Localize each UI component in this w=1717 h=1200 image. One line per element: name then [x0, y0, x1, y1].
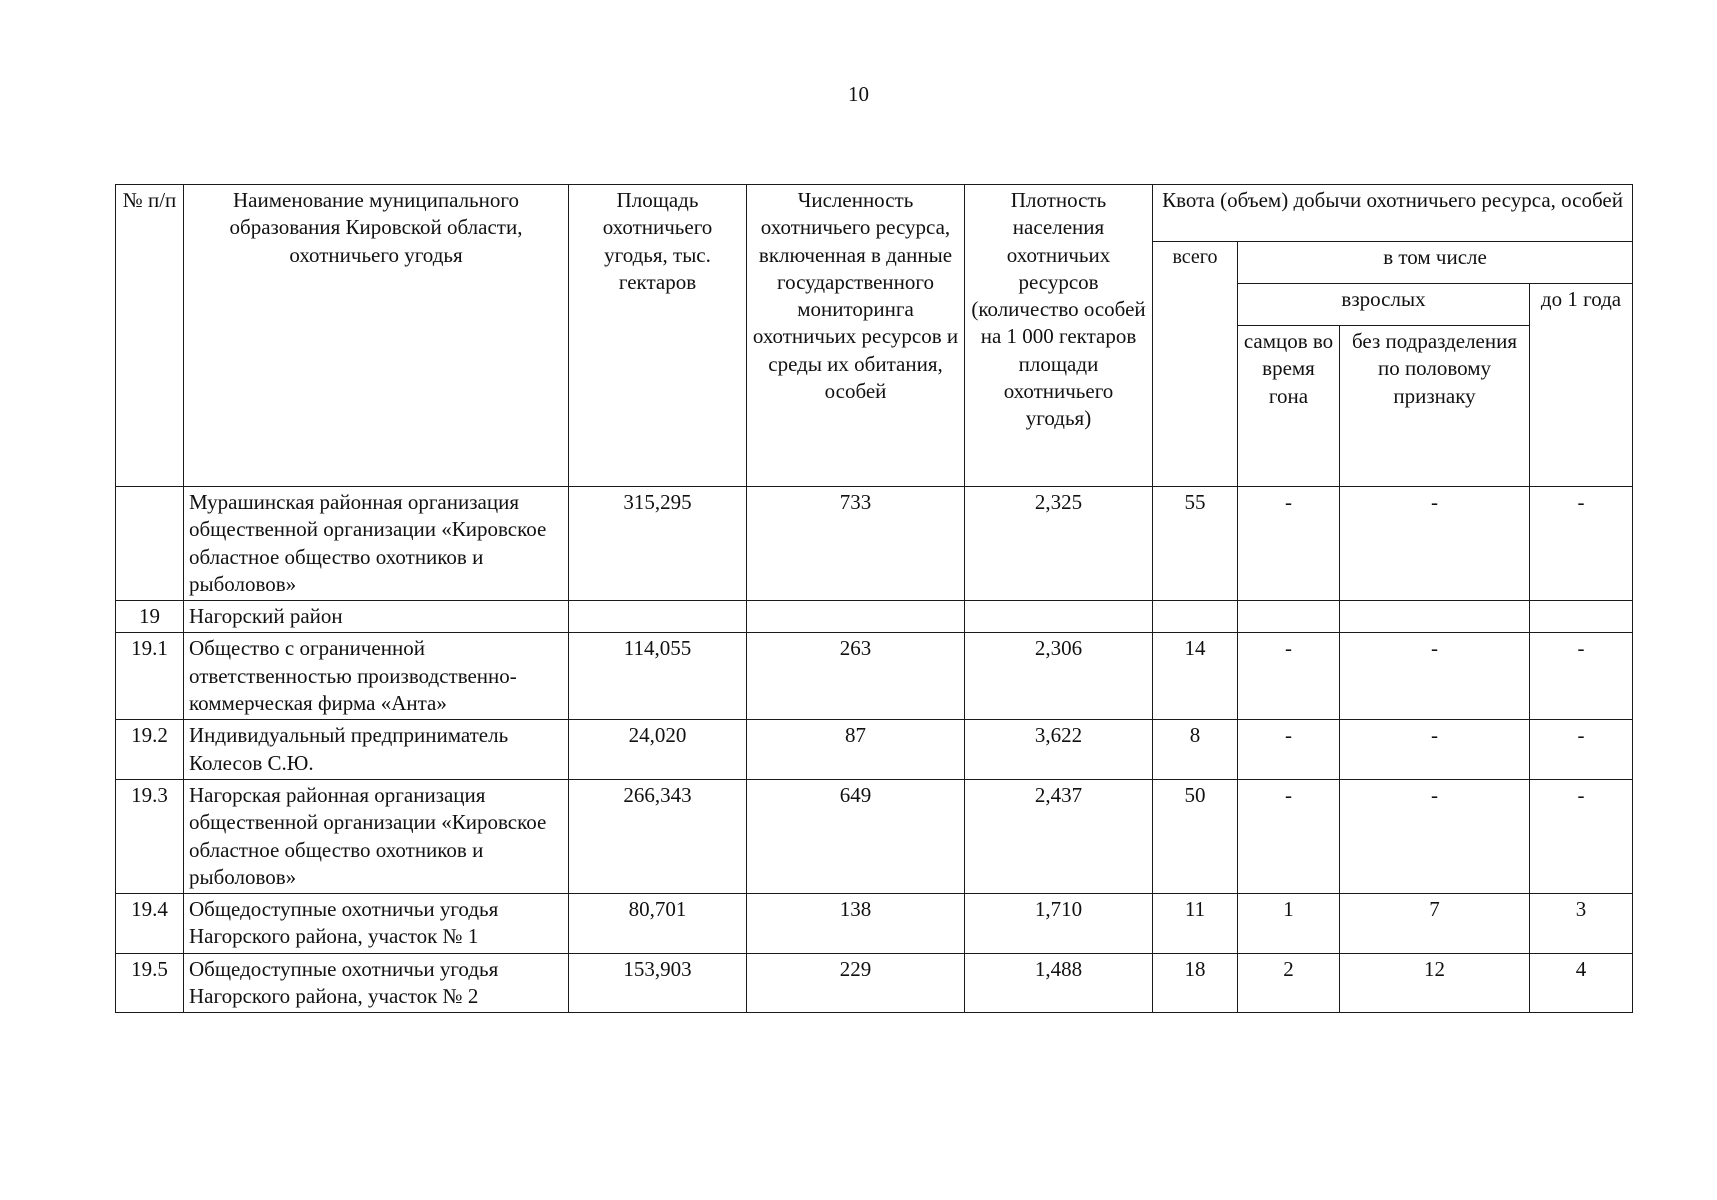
- row-under1: -: [1530, 633, 1633, 720]
- row-nosex: 7: [1340, 894, 1530, 954]
- table-row: [116, 953, 1633, 1013]
- row-nosex: -: [1340, 779, 1530, 893]
- row-nosex: [1340, 601, 1530, 633]
- row-under1: 4: [1530, 953, 1633, 1013]
- row-males: [1238, 601, 1340, 633]
- row-population: 733: [747, 487, 965, 601]
- row-area: 80,701: [569, 894, 747, 954]
- header-adults: взрослых: [1238, 284, 1530, 326]
- row-total: [1153, 601, 1238, 633]
- row-number: 19.4: [116, 894, 184, 954]
- row-males: 2: [1238, 953, 1340, 1013]
- header-population: Численность охотничьего ресурса, включенная в данные государственного мониторинга охотничьих ресурсов и среды их обитания, особей: [747, 185, 965, 487]
- header-nosex: без подразделения по половому признаку: [1340, 326, 1530, 487]
- row-density: [965, 601, 1153, 633]
- row-area: 114,055: [569, 633, 747, 720]
- row-number: [116, 487, 184, 601]
- header-density: Плотность населения охотничьих ресурсов (количество особей на 1 000 гектаров площади охотничьего угодья): [965, 185, 1153, 487]
- row-density: 1,488: [965, 953, 1153, 1013]
- row-total: 11: [1153, 894, 1238, 954]
- row-area: 266,343: [569, 779, 747, 893]
- row-population: [747, 601, 965, 633]
- header-quota: Квота (объем) добычи охотничьего ресурса, особей: [1153, 185, 1633, 242]
- row-population: 87: [747, 720, 965, 780]
- row-total: 14: [1153, 633, 1238, 720]
- row-population: 649: [747, 779, 965, 893]
- row-males: -: [1238, 720, 1340, 780]
- row-number: 19.2: [116, 720, 184, 780]
- row-area: [569, 601, 747, 633]
- header-total: всего: [1153, 242, 1238, 487]
- table-row: [116, 720, 1633, 780]
- table-row: [116, 894, 1633, 954]
- row-name: Индивидуальный предприниматель Колесов С.Ю.: [184, 720, 569, 780]
- row-under1: -: [1530, 779, 1633, 893]
- header-area: Площадь охотничьего угодья, тыс. гектаров: [569, 185, 747, 487]
- row-nosex: -: [1340, 720, 1530, 780]
- row-nosex: -: [1340, 487, 1530, 601]
- row-number: 19.3: [116, 779, 184, 893]
- row-nosex: 12: [1340, 953, 1530, 1013]
- table-row: [116, 633, 1633, 720]
- header-including: в том числе: [1238, 242, 1633, 284]
- row-density: 3,622: [965, 720, 1153, 780]
- row-total: 55: [1153, 487, 1238, 601]
- row-males: -: [1238, 633, 1340, 720]
- row-density: 2,325: [965, 487, 1153, 601]
- row-density: 2,306: [965, 633, 1153, 720]
- row-area: 153,903: [569, 953, 747, 1013]
- row-density: 2,437: [965, 779, 1153, 893]
- row-population: 229: [747, 953, 965, 1013]
- row-area: 315,295: [569, 487, 747, 601]
- table-row: [116, 487, 1633, 601]
- row-name: Общедоступные охотничьи угодья Нагорского района, участок № 1: [184, 894, 569, 954]
- row-number: 19.1: [116, 633, 184, 720]
- table-header: [116, 185, 1633, 487]
- row-name: Нагорская районная организация общественной организации «Кировское областное общество охотников и рыболовов»: [184, 779, 569, 893]
- row-males: 1: [1238, 894, 1340, 954]
- row-area: 24,020: [569, 720, 747, 780]
- header-males: самцов во время гона: [1238, 326, 1340, 487]
- table-body: [116, 487, 1633, 1013]
- row-total: 8: [1153, 720, 1238, 780]
- row-number: 19.5: [116, 953, 184, 1013]
- row-under1: -: [1530, 720, 1633, 780]
- row-name: Общество с ограниченной ответственностью производственно-коммерческая фирма «Анта»: [184, 633, 569, 720]
- header-name: Наименование муниципального образования Кировской области, охотничьего угодья: [184, 185, 569, 487]
- row-under1: -: [1530, 487, 1633, 601]
- row-total: 18: [1153, 953, 1238, 1013]
- header-under1: до 1 года: [1530, 284, 1633, 487]
- header-num: № п/п: [116, 185, 184, 487]
- table-row: [116, 601, 1633, 633]
- row-males: -: [1238, 487, 1340, 601]
- row-nosex: -: [1340, 633, 1530, 720]
- row-name: Нагорский район: [184, 601, 569, 633]
- table-row: [116, 779, 1633, 893]
- row-total: 50: [1153, 779, 1238, 893]
- row-name: Общедоступные охотничьи угодья Нагорского района, участок № 2: [184, 953, 569, 1013]
- row-population: 138: [747, 894, 965, 954]
- row-number: 19: [116, 601, 184, 633]
- row-males: -: [1238, 779, 1340, 893]
- row-under1: [1530, 601, 1633, 633]
- row-population: 263: [747, 633, 965, 720]
- row-name: Мурашинская районная организация общественной организации «Кировское областное общество охотников и рыболовов»: [184, 487, 569, 601]
- row-density: 1,710: [965, 894, 1153, 954]
- hunting-quota-table: [115, 184, 1633, 1013]
- row-under1: 3: [1530, 894, 1633, 954]
- page-number: 10: [848, 82, 869, 106]
